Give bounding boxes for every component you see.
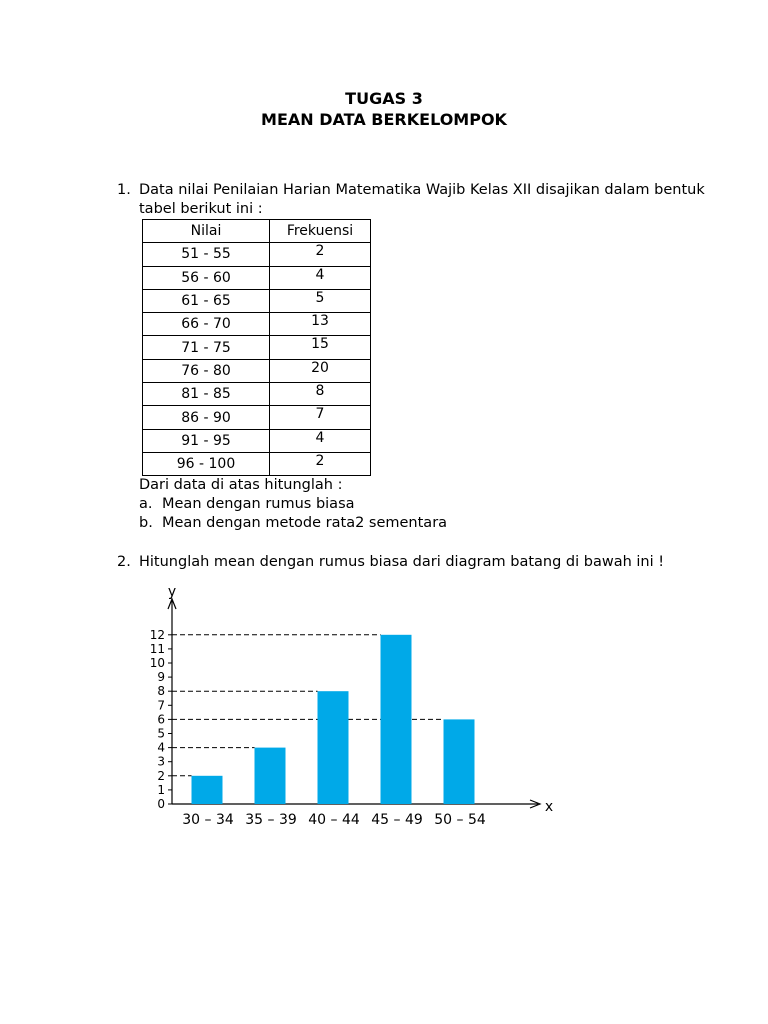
cell-nilai: 56 - 60 [143,266,270,289]
table-body [143,243,371,476]
y-tick-label: 11 [149,641,165,656]
table-row [143,243,371,266]
y-tick-label: 10 [149,656,165,670]
bar [444,719,475,804]
cell-nilai: 61 - 65 [143,289,270,312]
table-row [143,313,371,336]
table-row [143,336,371,359]
cell-nilai: 96 - 100 [143,452,270,475]
cell-frekuensi: 8 [270,383,371,406]
bar [192,776,223,804]
question-2-number: 2. [117,554,131,570]
item-a-text: Mean dengan rumus biasa [162,496,355,512]
cell-frekuensi: 15 [270,336,371,359]
table-row [143,359,371,382]
y-tick-label: 3 [157,754,165,769]
y-tick-label: 8 [157,684,165,699]
cell-frekuensi: 4 [270,429,371,452]
page-subtitle: MEAN DATA BERKELOMPOK [261,110,507,129]
question-1-number: 1. [117,182,131,198]
table-row [143,406,371,429]
question-1-instruction: Dari data di atas hitunglah : [139,477,343,493]
table-header-nilai: Nilai [143,220,270,243]
cell-nilai: 76 - 80 [143,359,270,382]
cell-nilai: 91 - 95 [143,429,270,452]
cell-frekuensi: 20 [270,359,371,382]
bar [318,691,349,804]
question-1-text: Data nilai Penilaian Harian Matematika Wajib Kelas XII disajikan dalam bentuk [139,182,705,198]
table-row [143,289,371,312]
frequency-table [142,219,371,476]
y-axis-label: y [167,584,177,600]
x-axis-label: x [544,799,554,815]
bar [381,635,412,804]
cell-frekuensi: 13 [270,313,371,336]
y-tick-label: 2 [157,768,165,783]
question-1-text-cont: tabel berikut ini : [139,201,263,217]
cell-nilai: 66 - 70 [143,313,270,336]
y-tick-label: 6 [157,712,165,727]
table-row [143,429,371,452]
cell-nilai: 81 - 85 [143,383,270,406]
cell-frekuensi: 2 [270,452,371,475]
cell-frekuensi: 4 [270,266,371,289]
table-row [143,383,371,406]
x-tick-label: 45 – 49 [371,812,423,828]
table-header-frekuensi: Frekuensi [270,220,371,243]
x-tick-label: 30 – 34 [182,812,234,828]
y-tick-label: 0 [157,797,165,811]
cell-frekuensi: 7 [270,406,371,429]
y-tick-label: 9 [157,670,165,685]
cell-nilai: 86 - 90 [143,406,270,429]
y-tick-label: 12 [149,627,165,642]
page-title: TUGAS 3 [345,89,423,108]
cell-nilai: 71 - 75 [143,336,270,359]
y-tick-label: 5 [157,726,165,741]
y-tick-label: 1 [157,782,165,797]
item-b-marker: b. [139,515,153,531]
question-2-text: Hitunglah mean dengan rumus biasa dari diagram batang di bawah ini ! [139,554,665,570]
table-row [143,266,371,289]
table-header-row [143,220,371,243]
table-row [143,452,371,475]
cell-frekuensi: 2 [270,243,371,266]
x-tick-label: 50 – 54 [434,812,486,828]
y-tick-label: 7 [157,698,165,713]
bar [255,748,286,804]
item-b-text: Mean dengan metode rata2 sementara [162,515,448,531]
cell-frekuensi: 5 [270,289,371,312]
bar-chart [130,585,570,835]
item-a-marker: a. [139,496,153,512]
x-tick-label: 40 – 44 [308,812,360,828]
y-tick-label: 4 [157,740,165,755]
x-tick-label: 35 – 39 [245,812,297,828]
cell-nilai: 51 - 55 [143,243,270,266]
